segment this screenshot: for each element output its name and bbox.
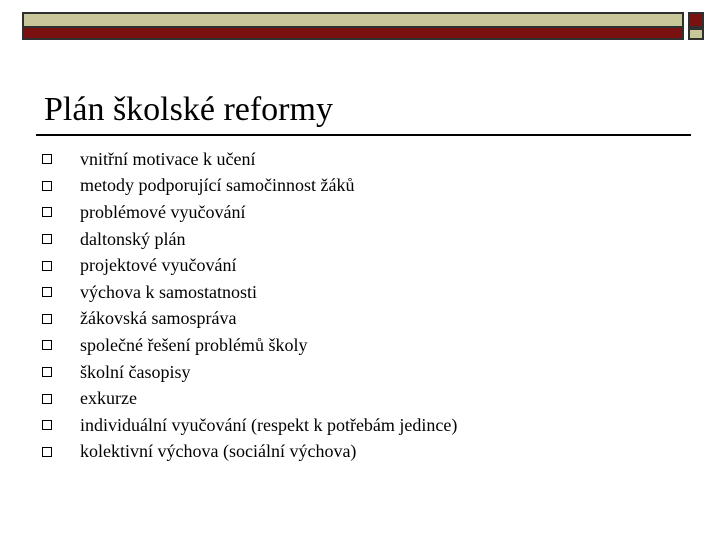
- list-item-text: daltonský plán: [80, 228, 186, 249]
- band-maroon-stripe: [22, 28, 684, 40]
- square-bullet-icon: [42, 181, 52, 191]
- square-bullet-icon: [42, 234, 52, 244]
- list-item-text: společné řešení problémů školy: [80, 334, 308, 355]
- list-item-text: školní časopisy: [80, 361, 191, 382]
- list-item: [42, 439, 457, 466]
- square-bullet-icon: [42, 340, 52, 350]
- slide-title: Plán školské reformy: [44, 91, 333, 128]
- square-bullet-icon: [42, 261, 52, 271]
- list-item: [42, 199, 457, 226]
- list-item: [42, 306, 457, 333]
- band-corner-square-top: [688, 12, 704, 28]
- list-item: [42, 412, 457, 439]
- square-bullet-icon: [42, 154, 52, 164]
- list-item-text: vnitřní motivace k učení: [80, 148, 256, 169]
- list-item-text: problémové vyučování: [80, 201, 246, 222]
- list-item-text: výchova k samostatnosti: [80, 281, 257, 302]
- list-item-text: kolektivní výchova (sociální výchova): [80, 441, 357, 462]
- list-item: [42, 332, 457, 359]
- square-bullet-icon: [42, 447, 52, 457]
- list-item: [42, 359, 457, 386]
- list-item: [42, 252, 457, 279]
- square-bullet-icon: [42, 207, 52, 217]
- top-decorative-band: [22, 12, 706, 40]
- list-item: [42, 146, 457, 173]
- square-bullet-icon: [42, 367, 52, 377]
- list-item: [42, 279, 457, 306]
- square-bullet-icon: [42, 394, 52, 404]
- square-bullet-icon: [42, 287, 52, 297]
- band-olive-stripe: [22, 12, 684, 28]
- list-item-text: metody podporující samočinnost žáků: [80, 175, 355, 196]
- bullet-list: [42, 146, 457, 465]
- list-item-text: individuální vyučování (respekt k potřebám jedince): [80, 414, 458, 435]
- list-item: [42, 226, 457, 253]
- list-item: [42, 173, 457, 200]
- list-item-text: exkurze: [80, 388, 137, 409]
- list-item-text: žákovská samospráva: [80, 308, 237, 329]
- title-underline: [36, 134, 691, 136]
- square-bullet-icon: [42, 420, 52, 430]
- band-corner-square-bottom: [688, 28, 704, 40]
- list-item: [42, 385, 457, 412]
- list-item-text: projektové vyučování: [80, 255, 237, 276]
- square-bullet-icon: [42, 314, 52, 324]
